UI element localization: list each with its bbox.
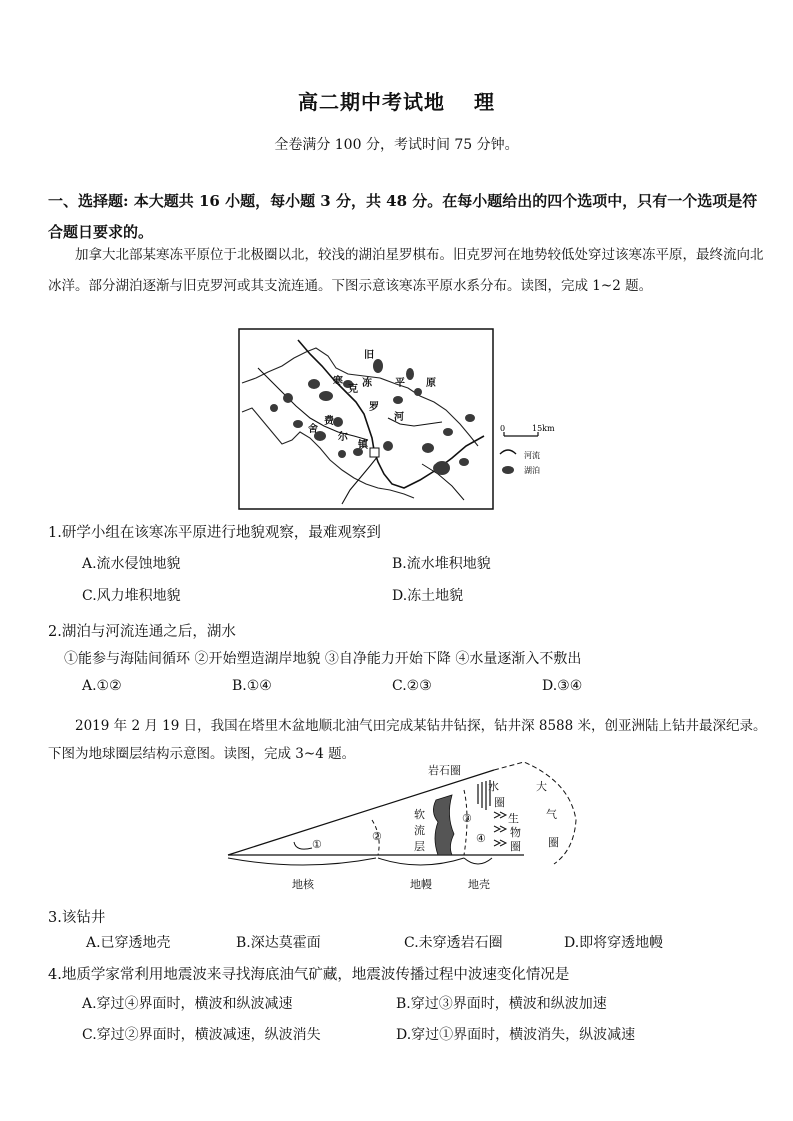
label-atm-3: 圈 — [548, 836, 559, 849]
map-label: 克 — [348, 384, 358, 395]
q2-option-c: C.②③ — [392, 678, 432, 694]
q1-option-a: A.流水侵蚀地貌 — [82, 556, 181, 572]
q3-option-a: A.已穿透地壳 — [86, 935, 171, 951]
section-heading: 一、选择题: 本大题共 16 小题，每小题 3 分，共 48 分。在每小题给出的四个选项中，只有一个选项是符合题日要求的。 — [48, 192, 758, 241]
map-label: 河 — [394, 412, 404, 423]
scale-zero: 0 — [500, 424, 506, 433]
q2-statements: ①能参与海陆间循环 ②开始塑造湖岸地貌 ③自净能力开始下降 ④水量逐渐入不敷出 — [64, 651, 582, 667]
label-atm-1: 大 — [536, 780, 547, 793]
passage-2: 2019 年 2 月 19 日，我国在塔里木盆地顺北油气田完成某钻井钻探，钻井深 8588 米，创亚洲陆上钻井最深纪录。下图为地球圈层结构示意图。读图，完成 3~4 题。 — [48, 718, 767, 762]
legend-lake-symbol — [502, 466, 514, 474]
label-soft-3: 层 — [414, 840, 425, 853]
label-interface-3: ③ — [462, 812, 472, 825]
q2-option-b: B.①④ — [232, 678, 272, 694]
bracket-core — [228, 858, 376, 865]
bracket-crust — [464, 858, 492, 864]
map-label: 舍 — [308, 424, 318, 435]
legend-river-symbol — [500, 450, 516, 454]
question-2-stem: 2.湖泊与河流连通之后，湖水 — [48, 624, 236, 640]
town-marker — [370, 448, 379, 457]
label-interface-4: ④ — [476, 832, 486, 845]
page-title: 高二期中考试地 理 — [298, 90, 495, 114]
question-1-stem: 1.研学小组在该寒冻平原进行地貌观察，最难观察到 — [48, 525, 381, 541]
arrow-1 — [294, 842, 312, 849]
q3-option-b: B.深达莫霍面 — [236, 935, 321, 951]
label-hydro-2: 圈 — [494, 796, 505, 809]
q1-option-c: C.风力堆积地貌 — [82, 588, 181, 604]
scale-label: 15km — [532, 424, 555, 433]
earth-sphere-diagram — [224, 760, 584, 894]
q1-option-b: B.流水堆积地貌 — [392, 556, 491, 572]
label-hydro-1: 水 — [488, 780, 499, 793]
map-label: 平 — [395, 378, 405, 389]
map-label: 寒 — [333, 376, 343, 387]
map-label: 费 — [324, 416, 334, 427]
legend-lake-label: 湖泊 — [524, 466, 540, 475]
exam-info: 全卷满分 100 分，考试时间 75 分钟。 — [274, 137, 519, 153]
q2-option-a: A.①② — [82, 678, 122, 694]
q3-option-c: C.未穿透岩石圈 — [404, 935, 503, 951]
label-interface-1: ① — [312, 838, 322, 851]
passage-1: 加拿大北部某寒冻平原位于北极圈以北，较浅的湖泊星罗棋布。旧克罗河在地势较低处穿过该寒冻平原，最终流向北冰洋。部分湖泊逐渐与旧克罗河或其支流连通。下图示意该寒冻平原水系分布。读图，完成 1~2 题。 — [48, 247, 764, 294]
wedge-top-edge — [228, 770, 494, 855]
question-4-stem: 4.地质学家常利用地震波来寻找海底油气矿藏，地震波传播过程中波速变化情况是 — [48, 967, 570, 983]
map-label: 罗 — [369, 402, 379, 413]
map-label: 旧 — [364, 350, 374, 361]
q3-option-d: D.即将穿透地幔 — [564, 935, 664, 951]
q4-option-a: A.穿过④界面时，横波和纵波减速 — [82, 996, 293, 1012]
map-label: 镇 — [358, 440, 368, 451]
question-3-stem: 3.该钻井 — [48, 910, 106, 926]
label-bio-1: 生 — [508, 812, 519, 825]
biosphere-arrows — [494, 812, 506, 846]
map-label: 原 — [426, 378, 436, 389]
label-crust: 地壳 — [468, 878, 490, 891]
tundra-water-map — [238, 328, 568, 512]
map-label: 尔 — [338, 432, 348, 443]
label-lithosphere: 岩石圈 — [428, 764, 461, 777]
label-atm-2: 气 — [546, 808, 557, 821]
label-interface-2: ② — [372, 830, 382, 843]
q4-option-c: C.穿过②界面时，横波减速，纵波消失 — [82, 1027, 321, 1043]
asthenosphere-band — [433, 795, 454, 855]
legend-river-label: 河流 — [524, 451, 540, 460]
q1-option-d: D.冻土地貌 — [392, 588, 464, 604]
label-bio-3: 圈 — [510, 840, 521, 853]
atmosphere-boundary — [494, 762, 576, 864]
q4-option-b: B.穿过③界面时，横波和纵波加速 — [396, 996, 607, 1012]
label-bio-2: 物 — [510, 826, 521, 839]
q2-option-d: D.③④ — [542, 678, 583, 694]
label-core: 地核 — [292, 878, 314, 891]
label-soft-2: 流 — [414, 824, 425, 837]
q4-option-d: D.穿过①界面时，横波消失，纵波减速 — [396, 1027, 636, 1043]
map-label: 冻 — [362, 378, 372, 389]
label-mantle: 地幔 — [410, 878, 432, 891]
bracket-mantle — [378, 858, 464, 865]
label-soft-1: 软 — [414, 808, 425, 821]
